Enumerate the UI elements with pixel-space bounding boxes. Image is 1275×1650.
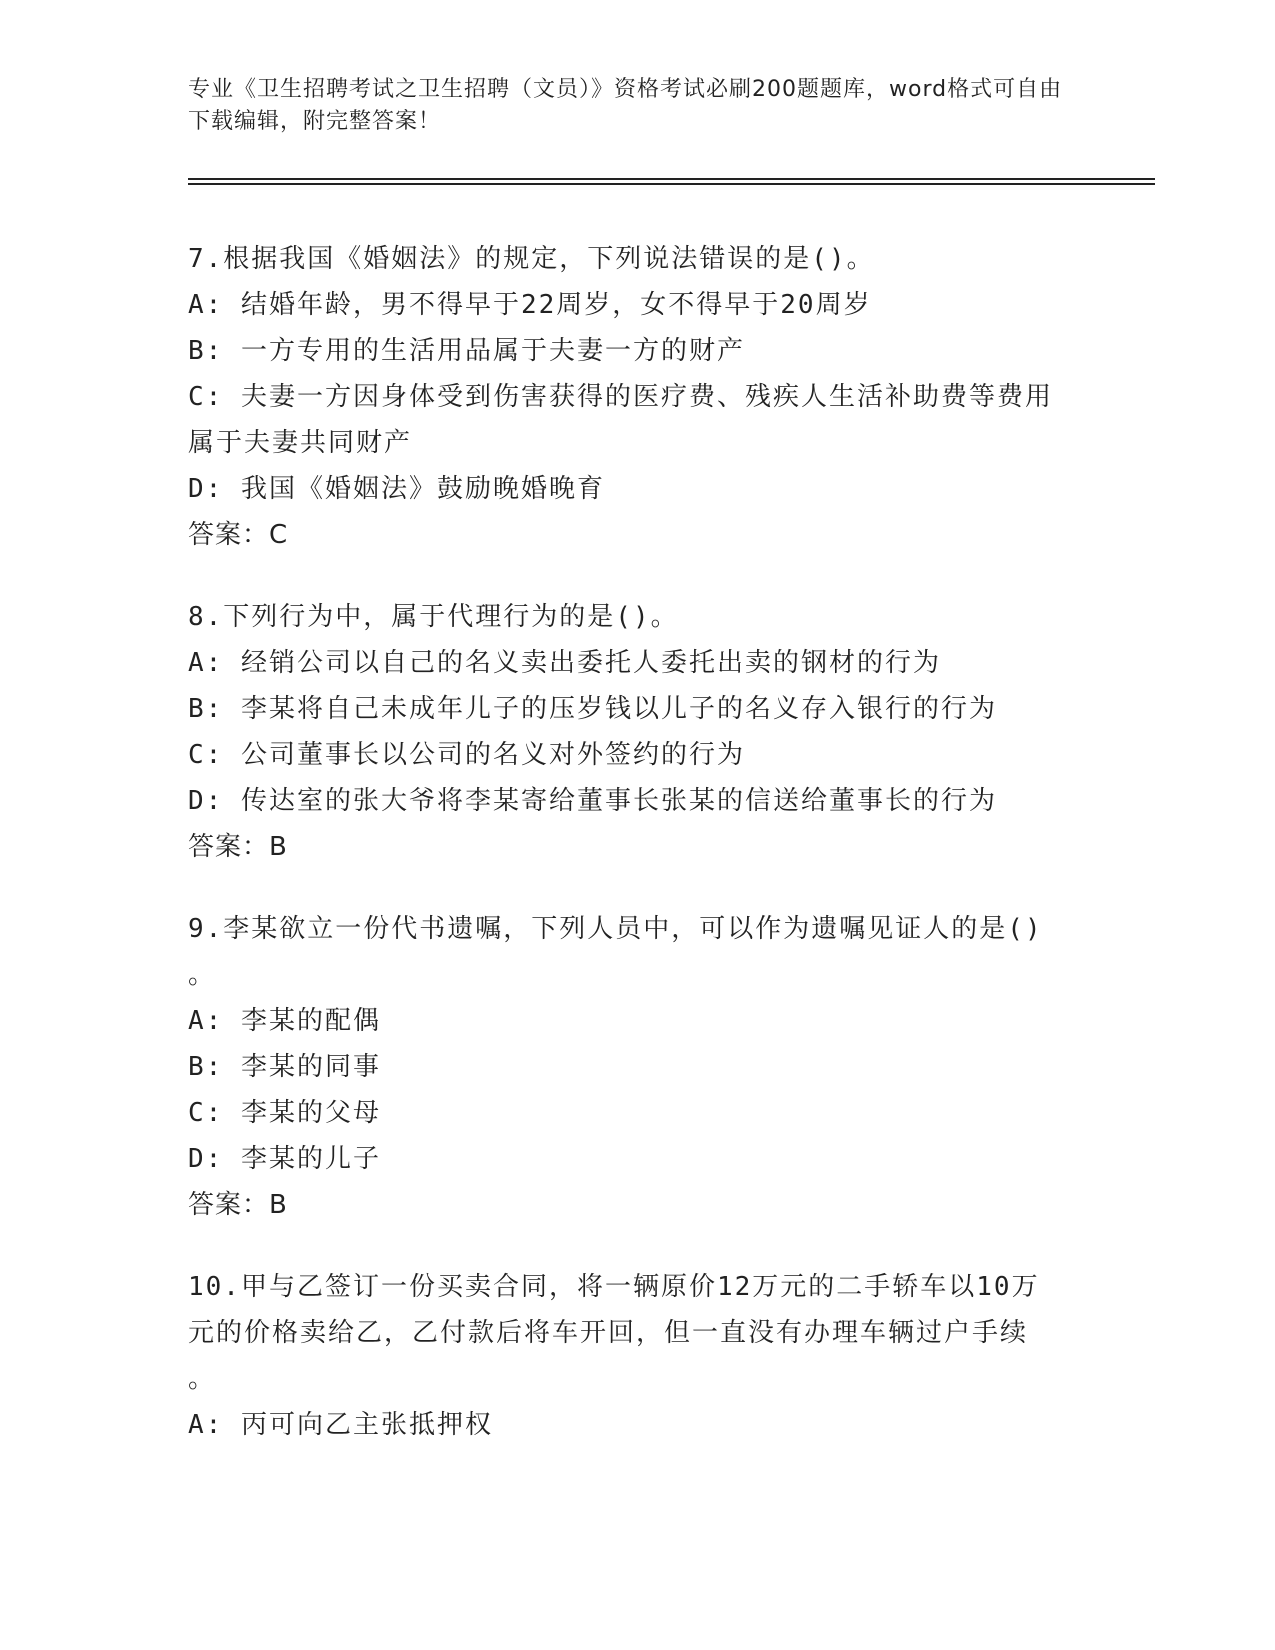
- option-c: C: 夫妻一方因身体受到伤害获得的医疗费、残疾人生活补助费等费用: [188, 382, 1053, 412]
- option-b: B: 一方专用的生活用品属于夫妻一方的财产: [188, 336, 745, 366]
- question-stem-continued: 元的价格卖给乙，乙付款后将车开回，但一直没有办理车辆过户手续: [188, 1318, 1029, 1348]
- option-d: D: 李某的儿子: [188, 1144, 381, 1174]
- option-c: C: 公司董事长以公司的名义对外签约的行为: [188, 740, 745, 770]
- option-a: A: 经销公司以自己的名义卖出委托人委托出卖的钢材的行为: [188, 648, 941, 678]
- option-c: C: 李某的父母: [188, 1098, 381, 1128]
- question-8: [188, 594, 1088, 870]
- answer: 答案：B: [188, 832, 288, 862]
- header-divider-bottom: [188, 183, 1155, 185]
- option-c-continued: 属于夫妻共同财产: [188, 428, 413, 458]
- question-stem: 7.根据我国《婚姻法》的规定，下列说法错误的是()。: [188, 244, 875, 274]
- question-stem: 10.甲与乙签订一份买卖合同，将一辆原价12万元的二手轿车以10万: [188, 1272, 1040, 1302]
- question-7: [188, 236, 1088, 558]
- option-d: D: 传达室的张大爷将李某寄给董事长张某的信送给董事长的行为: [188, 786, 997, 816]
- answer: 答案：B: [188, 1190, 288, 1220]
- option-a: A: 李某的配偶: [188, 1006, 381, 1036]
- question-stem: 8.下列行为中，属于代理行为的是()。: [188, 602, 679, 632]
- question-10: [188, 1264, 1088, 1448]
- question-9: [188, 906, 1088, 1228]
- option-b: B: 李某的同事: [188, 1052, 381, 1082]
- question-list: [188, 236, 1088, 1484]
- question-stem-continued: 。: [188, 960, 217, 990]
- option-a: A: 丙可向乙主张抵押权: [188, 1410, 493, 1440]
- question-stem: 9.李某欲立一份代书遗嘱，下列人员中，可以作为遗嘱见证人的是(): [188, 914, 1043, 944]
- option-a: A: 结婚年龄，男不得早于22周岁，女不得早于20周岁: [188, 290, 872, 320]
- option-b: B: 李某将自己未成年儿子的压岁钱以儿子的名义存入银行的行为: [188, 694, 997, 724]
- document-header: 专业《卫生招聘考试之卫生招聘（文员）》资格考试必刷200题题库，word格式可自由下载编辑，附完整答案！: [188, 77, 1063, 134]
- answer: 答案：C: [188, 520, 289, 550]
- option-d: D: 我国《婚姻法》鼓励晚婚晚育: [188, 474, 605, 504]
- question-stem-continued: 。: [188, 1364, 217, 1394]
- header-divider-top: [188, 178, 1155, 180]
